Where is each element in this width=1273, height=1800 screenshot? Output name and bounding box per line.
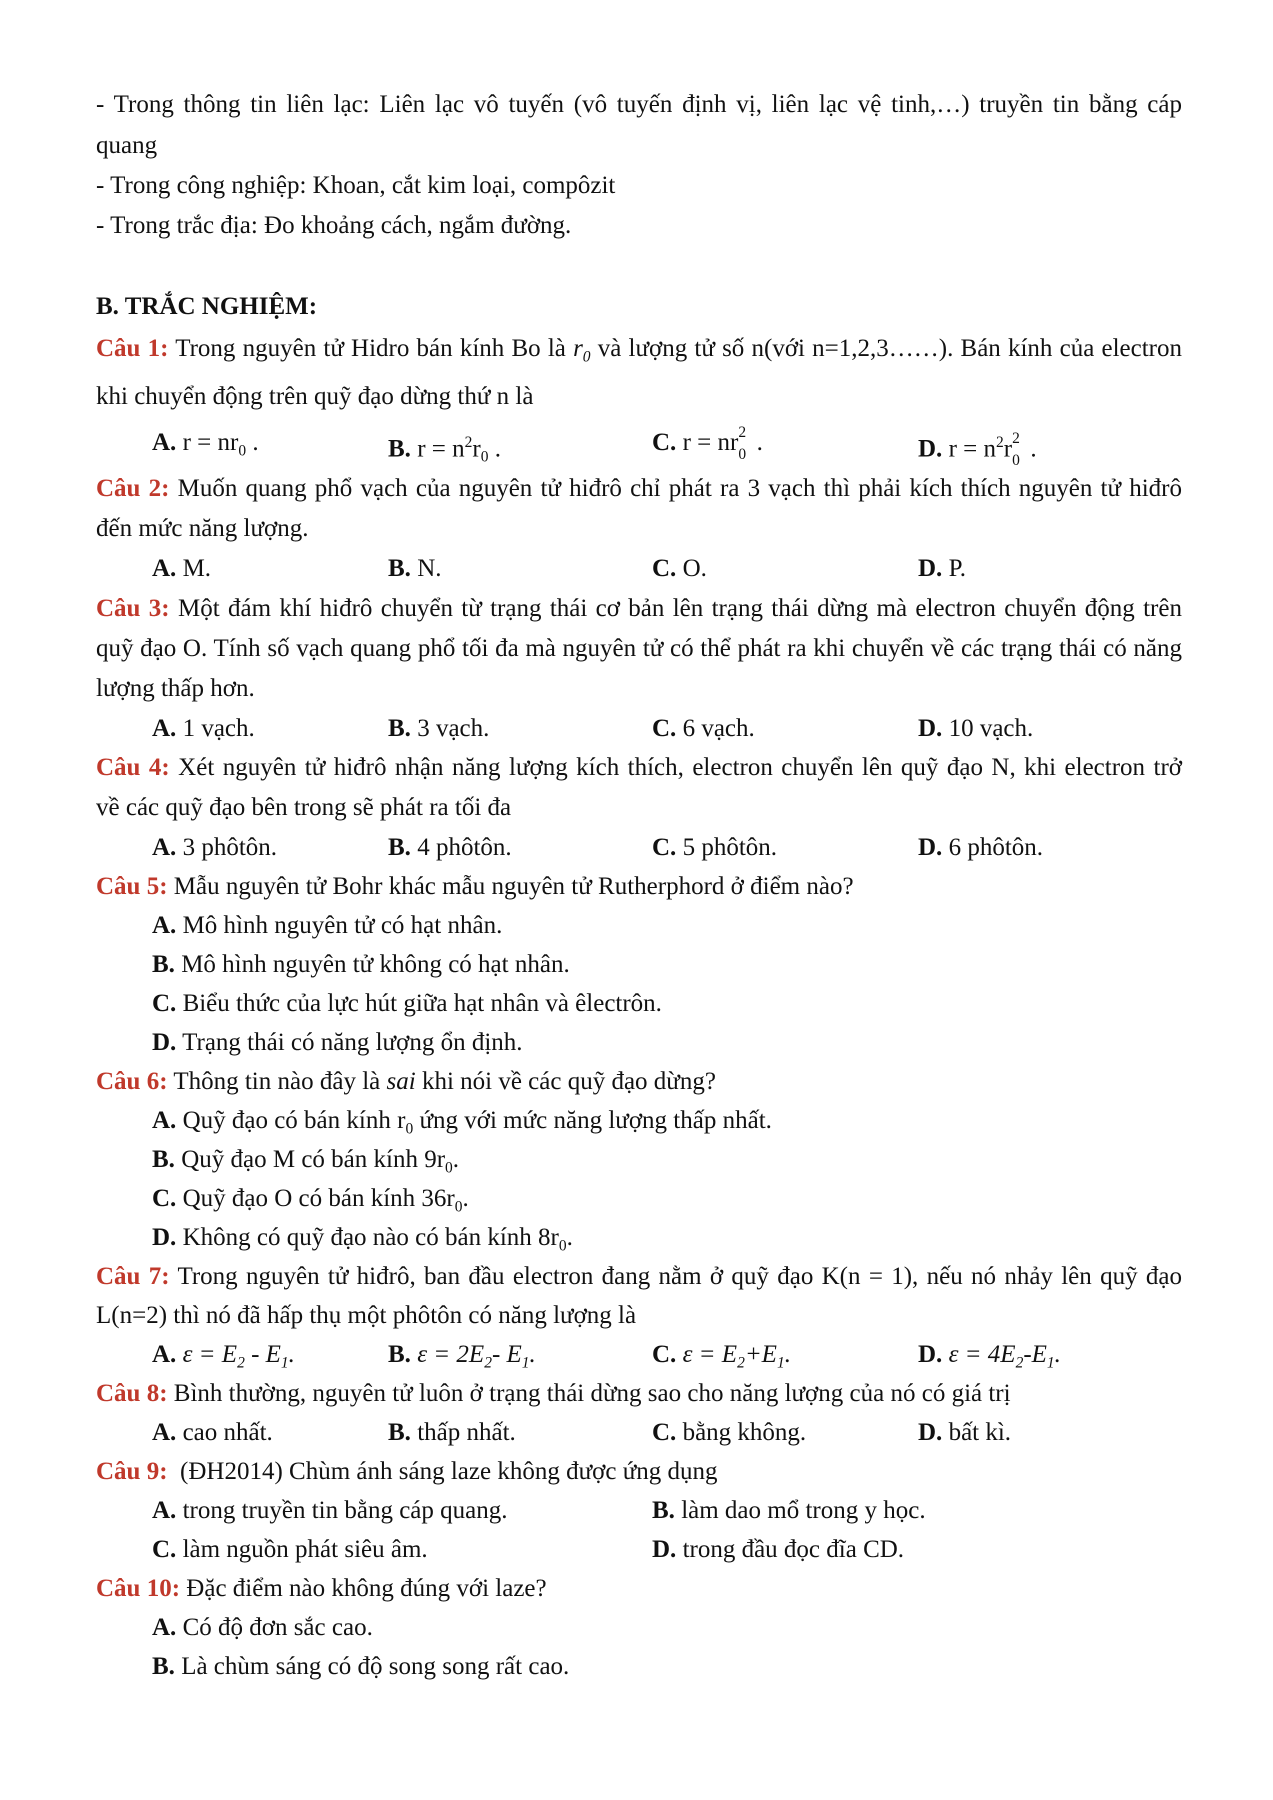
formula-part: r = n [942, 435, 996, 463]
option-text: N. [410, 555, 442, 582]
option-label: D. [918, 435, 943, 463]
q6-option-c[interactable] [152, 1182, 469, 1224]
question-6-text-b: khi nói về các quỹ đạo dừng? [415, 1068, 716, 1095]
option-label: D. [918, 834, 943, 861]
option-text: P. [942, 555, 966, 582]
option-label: D. [918, 555, 943, 582]
option-text: Quỹ đạo O có bán kính 36r [176, 1185, 455, 1212]
option-text: trong truyền tin bằng cáp quang. [176, 1497, 508, 1524]
question-2-label: Câu 2: [96, 475, 170, 502]
option-sub: 0 [445, 1159, 453, 1177]
q7-option-c[interactable] [652, 1338, 791, 1380]
question-9-label: Câu 9: [96, 1458, 168, 1485]
option-label: D. [152, 1224, 177, 1251]
q6-option-d[interactable] [152, 1221, 573, 1263]
formula-part: ε = E [676, 1341, 738, 1368]
formula-tail: . [529, 1341, 536, 1368]
option-label: D. [918, 1419, 943, 1446]
option-label: A. [152, 715, 177, 742]
question-2-line-2: đến mức năng lượng. [96, 515, 309, 542]
formula-part: ε = 4E [942, 1341, 1016, 1368]
option-sub: 0 [558, 1237, 567, 1255]
option-label: B. [388, 435, 411, 463]
option-label: B. [652, 1497, 675, 1524]
q2-option-c[interactable] [652, 552, 707, 586]
q5-option-a[interactable] [152, 909, 502, 943]
formula-sub: 2 [237, 1354, 245, 1372]
option-text: bất kì. [942, 1419, 1012, 1446]
intro-line-3 [96, 209, 571, 243]
formula-sub: 2 [484, 1354, 492, 1372]
option-text: 1 vạch. [176, 715, 255, 742]
option-text: làm nguồn phát siêu âm. [176, 1536, 428, 1563]
formula-sub-2: 1 [521, 1354, 530, 1372]
option-label: A. [152, 429, 177, 456]
question-3 [96, 592, 1182, 626]
q9-option-a[interactable] [152, 1494, 507, 1528]
option-label: D. [918, 1341, 943, 1368]
q5-option-c[interactable] [152, 987, 662, 1021]
question-1-text-a: Trong nguyên tử Hidro bán kính Bo là [168, 335, 574, 362]
formula-part: ε = E [176, 1341, 238, 1368]
option-text: Biểu thức của lực hút giữa hạt nhân và êlectrôn. [176, 990, 662, 1017]
formula-sub: 2 [737, 1354, 745, 1372]
option-text: Mô hình nguyên tử không có hạt nhân. [174, 951, 570, 978]
option-text-2: ứng với mức năng lượng thấp nhất. [413, 1107, 772, 1134]
formula-part-2: +E [744, 1341, 777, 1368]
option-label: D. [652, 1536, 677, 1563]
option-text-2: . [452, 1146, 460, 1173]
formula-tail: . [1024, 435, 1037, 463]
option-label: C. [652, 1341, 677, 1368]
formula-sup-2: 2 [1012, 430, 1020, 448]
intro-line-2 [96, 169, 615, 203]
formula-sub: 0 [1012, 452, 1020, 470]
formula-sup: 2 [738, 424, 747, 441]
option-label: B. [388, 834, 411, 861]
intro-line-2-text: - Trong công nghiệp: Khoan, cắt kim loại, compôzit [96, 172, 616, 199]
option-label: A. [152, 1497, 177, 1524]
q6-option-a[interactable] [152, 1104, 772, 1146]
q2-option-b[interactable] [388, 552, 442, 586]
option-label: A. [152, 1107, 177, 1134]
question-3-line-3: lượng thấp hơn. [96, 675, 255, 702]
option-text-2: . [566, 1224, 573, 1251]
option-text: Là chùm sáng có độ song song rất cao. [174, 1653, 570, 1680]
option-text: cao nhất. [176, 1419, 273, 1446]
option-label: A. [152, 1614, 177, 1641]
option-label: C. [152, 1536, 177, 1563]
q1-option-a[interactable] [152, 426, 259, 468]
option-label: B. [152, 1146, 175, 1173]
option-label: D. [918, 715, 943, 742]
question-1-line-2: khi chuyển động trên quỹ đạo dừng thứ n là [96, 383, 534, 410]
formula-part: ε = 2E [410, 1341, 485, 1368]
option-text: 6 vạch. [676, 715, 755, 742]
question-4-text: Xét nguyên tử hiđrô nhận năng lượng kích thích, electron chuyển lên quỹ đạo N, khi electron trở [169, 754, 1182, 781]
question-1 [96, 332, 1182, 374]
q9-option-b[interactable] [652, 1494, 926, 1528]
option-sub: 0 [405, 1120, 414, 1138]
q5-option-b[interactable] [152, 948, 570, 982]
formula-part: r = n [410, 435, 465, 463]
formula-part-2: -E [1023, 1341, 1047, 1368]
formula-sub: 0 [480, 448, 489, 466]
option-text-2: . [462, 1185, 469, 1212]
question-9-text: (ĐH2014) Chùm ánh sáng laze không được ứng dụng [167, 1458, 718, 1485]
question-7-line-2: L(n=2) thì nó đã hấp thụ một phôtôn có năng lượng là [96, 1302, 637, 1329]
option-label: A. [152, 834, 177, 861]
q4-option-c[interactable] [652, 831, 777, 865]
formula-tail: . [288, 1341, 295, 1368]
q7-option-b[interactable] [388, 1338, 536, 1380]
option-text: Không có quỹ đạo nào có bán kính 8r [176, 1224, 559, 1251]
question-5-label: Câu 5: [96, 873, 168, 900]
formula-tail: . [784, 1341, 791, 1368]
option-text: 10 vạch. [942, 715, 1034, 742]
question-7-label: Câu 7: [96, 1263, 170, 1290]
q3-option-d[interactable] [918, 712, 1033, 746]
r0-symbol [573, 335, 591, 366]
q9-option-d[interactable] [652, 1533, 904, 1567]
option-label: A. [152, 555, 177, 582]
intro-line-3-text: - Trong trắc địa: Đo khoảng cách, ngắm đường. [96, 212, 572, 239]
q3-option-c[interactable] [652, 712, 755, 746]
formula-sup: 2 [996, 434, 1004, 451]
option-text: Có độ đơn sắc cao. [176, 1614, 373, 1641]
supsub-stack [738, 424, 750, 463]
option-text: thấp nhất. [410, 1419, 516, 1446]
q5-option-d[interactable] [152, 1026, 523, 1060]
formula-part-2: - E [491, 1341, 522, 1368]
option-label: B. [152, 951, 175, 978]
question-3-label: Câu 3: [96, 595, 170, 622]
q9-option-c[interactable] [152, 1533, 428, 1567]
question-4-line-2: về các quỹ đạo bên trong sẽ phát ra tối đa [96, 794, 512, 821]
q10-option-a[interactable] [152, 1611, 373, 1645]
option-text: 3 phôtôn. [176, 834, 278, 861]
formula-tail: . [750, 429, 763, 456]
q8-option-d[interactable] [918, 1416, 1011, 1450]
option-label: C. [652, 429, 677, 456]
option-label: C. [652, 1419, 677, 1446]
question-4 [96, 751, 1182, 785]
option-label: C. [652, 715, 677, 742]
question-10-text: Đặc điểm nào không đúng với laze? [180, 1575, 547, 1602]
question-4-label: Câu 4: [96, 754, 170, 781]
option-label: B. [152, 1653, 175, 1680]
option-label: B. [388, 1419, 411, 1446]
q2-option-a[interactable] [152, 552, 211, 586]
formula-part-2: r [472, 435, 481, 463]
option-text: 5 phôtôn. [676, 834, 778, 861]
q1-option-d[interactable] [918, 426, 1037, 470]
option-text: 6 phôtôn. [942, 834, 1044, 861]
formula-tail: . [488, 435, 501, 463]
option-label: B. [388, 555, 411, 582]
intro-line-1 [96, 88, 1182, 122]
option-label: C. [152, 990, 177, 1017]
option-label: A. [152, 1341, 177, 1368]
question-5-text: Mẫu nguyên tử Bohr khác mẫu nguyên tử Rutherphord ở điểm nào? [167, 873, 854, 900]
q3-option-a[interactable] [152, 712, 255, 746]
option-label: A. [152, 1419, 177, 1446]
option-label: C. [652, 834, 677, 861]
option-label: B. [388, 1341, 411, 1368]
q8-option-b[interactable] [388, 1416, 516, 1450]
option-label: C. [652, 555, 677, 582]
q1-option-c[interactable] [652, 424, 763, 463]
question-7 [96, 1260, 1182, 1294]
question-8 [96, 1377, 1011, 1411]
formula-sub-2: 1 [1046, 1354, 1055, 1372]
q1-option-b[interactable] [388, 426, 501, 475]
option-label: A. [152, 912, 177, 939]
formula-sub-2: 1 [280, 1354, 289, 1372]
intro-line-1b-text: quang [96, 132, 158, 159]
question-9 [96, 1455, 718, 1489]
formula-sup: 2 [464, 434, 473, 451]
question-2-text: Muốn quang phổ vạch của nguyên tử hiđrô chỉ phát ra 3 vạch thì phải kích thích nguyên tử hiđrô [169, 475, 1182, 502]
section-title: B. TRẮC NGHIỆM: [96, 293, 318, 320]
question-2 [96, 472, 1182, 506]
option-text: Mô hình nguyên tử có hạt nhân. [176, 912, 503, 939]
question-6-text-a: Thông tin nào đây là [167, 1068, 387, 1095]
question-8-text: Bình thường, nguyên tử luôn ở trạng thái dừng sao cho năng lượng của nó có giá trị [167, 1380, 1011, 1407]
question-6 [96, 1065, 716, 1099]
intro-line-1b [96, 129, 157, 163]
option-text: Quỹ đạo có bán kính r [176, 1107, 406, 1134]
formula-sub-2: 1 [776, 1354, 785, 1372]
option-label: C. [152, 1185, 177, 1212]
option-text: bằng không. [676, 1419, 807, 1446]
question-3-text: Một đám khí hiđrô chuyển từ trạng thái cơ bản lên trạng thái dừng mà electron chuyển động trên [169, 595, 1182, 622]
q8-option-c[interactable] [652, 1416, 806, 1450]
question-8-label: Câu 8: [96, 1380, 168, 1407]
question-3-line-2-text: quỹ đạo O. Tính số vạch quang phổ tối đa mà nguyên tử có thể phát ra khi chuyển về các trạng thái có năng [96, 635, 1182, 662]
q2-option-d[interactable] [918, 552, 966, 586]
option-label: B. [388, 715, 411, 742]
question-1-label: Câu 1: [96, 335, 169, 362]
formula-sub: 0 [238, 442, 247, 460]
formula-part: r = nr [176, 429, 239, 456]
option-sub: 0 [454, 1198, 463, 1216]
question-10 [96, 1572, 547, 1606]
option-text: O. [676, 555, 707, 582]
option-text: 4 phôtôn. [410, 834, 512, 861]
r0-subscript: 0 [582, 348, 591, 366]
q6-option-b[interactable] [152, 1143, 459, 1185]
q7-option-d[interactable] [918, 1338, 1061, 1380]
option-label: D. [152, 1029, 177, 1056]
question-7-text: Trong nguyên tử hiđrô, ban đầu electron đang nằm ở quỹ đạo K(n = 1), nếu nó nhảy lên quỹ đạo [169, 1263, 1182, 1290]
q10-option-b[interactable] [152, 1650, 569, 1684]
formula-sub: 0 [738, 446, 747, 463]
option-text: Quỹ đạo M có bán kính 9r [174, 1146, 446, 1173]
formula-part-2: - E [244, 1341, 281, 1368]
formula-part: r = nr [676, 429, 739, 456]
option-text: trong đầu đọc đĩa CD. [676, 1536, 905, 1563]
supsub-stack [1012, 430, 1024, 470]
formula-tail: . [1054, 1341, 1061, 1368]
question-1-text-b: và lượng tử số n(với n=1,2,3……). Bán kính của electron [590, 335, 1182, 362]
question-5 [96, 870, 854, 904]
formula-part-2: r [1003, 435, 1013, 463]
r0-letter: r [573, 335, 583, 362]
q4-option-d[interactable] [918, 831, 1043, 865]
option-text: làm dao mổ trong y học. [674, 1497, 926, 1524]
option-text: 3 vạch. [410, 715, 490, 742]
question-10-label: Câu 10: [96, 1575, 181, 1602]
option-text: M. [176, 555, 212, 582]
q8-option-a[interactable] [152, 1416, 273, 1450]
option-text: Trạng thái có năng lượng ổn định. [176, 1029, 523, 1056]
q4-option-b[interactable] [388, 831, 512, 865]
question-6-emphasis: sai [386, 1068, 416, 1095]
q7-option-a[interactable] [152, 1338, 295, 1380]
intro-line-1-text: - Trong thông tin liên lạc: Liên lạc vô tuyến (vô tuyến định vị, liên lạc vệ tinh,…) truyền tin bằng cáp [96, 91, 1182, 118]
formula-sub: 2 [1015, 1354, 1024, 1372]
question-3-line-2 [96, 632, 1182, 666]
q3-option-b[interactable] [388, 712, 489, 746]
q4-option-a[interactable] [152, 831, 277, 865]
question-6-label: Câu 6: [96, 1068, 168, 1095]
formula-tail: . [246, 429, 259, 456]
